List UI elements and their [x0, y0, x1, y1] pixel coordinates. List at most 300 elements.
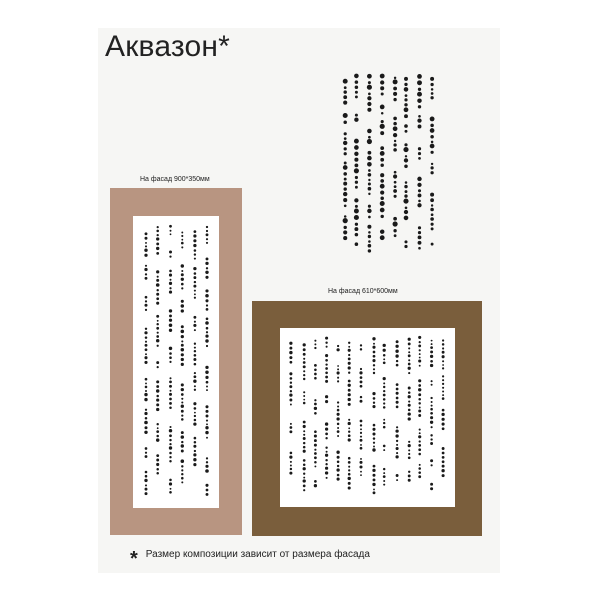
pattern-dot — [417, 92, 422, 97]
pattern-dot — [417, 80, 422, 85]
pattern-dot — [368, 235, 371, 238]
pattern-dot — [360, 380, 363, 383]
pattern-dot — [206, 386, 208, 388]
pattern-dot — [373, 368, 375, 370]
pattern-dot — [430, 83, 433, 86]
pattern-dot — [405, 181, 408, 184]
pattern-dot — [336, 348, 339, 351]
pattern-dot — [205, 339, 208, 342]
pattern-dot — [355, 80, 359, 84]
pattern-dot — [343, 192, 347, 196]
pattern-dot — [181, 441, 183, 443]
pattern-dot — [419, 432, 421, 434]
pattern-dot — [430, 487, 433, 490]
pattern-dot — [360, 385, 363, 388]
pattern-dot — [408, 441, 410, 443]
pattern-dot — [396, 383, 399, 386]
pattern-dot — [337, 377, 339, 379]
pattern-dot — [206, 457, 208, 459]
pattern-dot — [337, 345, 339, 347]
pattern-dot — [418, 453, 421, 456]
pattern-dot — [418, 125, 422, 129]
pattern-dot — [383, 402, 385, 404]
pattern-dot — [145, 232, 148, 235]
pattern-dot — [442, 452, 445, 455]
pattern-dot — [169, 356, 172, 359]
pattern-dot — [290, 404, 292, 406]
pattern-dot — [193, 239, 196, 242]
pattern-dot — [314, 373, 317, 376]
pattern-dot — [355, 85, 359, 89]
pattern-dot — [157, 234, 159, 236]
pattern-dot — [157, 332, 159, 334]
pattern-dot — [344, 178, 347, 181]
pattern-dot — [360, 439, 363, 442]
pattern-dot — [418, 379, 421, 382]
pattern-dot — [383, 426, 386, 429]
pattern-dot — [314, 461, 317, 464]
pattern-dot — [205, 371, 208, 374]
pattern-dot — [418, 467, 421, 470]
pattern-dot — [393, 148, 397, 152]
pattern-dot — [373, 478, 376, 481]
pattern-dot — [206, 461, 208, 463]
pattern-dot — [430, 124, 434, 128]
pattern-dot — [354, 163, 358, 167]
pattern-dot — [348, 461, 351, 464]
pattern-dot — [205, 276, 208, 279]
pattern-dot — [145, 309, 147, 311]
pattern-dot — [430, 135, 434, 139]
pattern-dot — [156, 435, 159, 438]
pattern-dot — [396, 360, 398, 362]
pattern-dot — [343, 172, 347, 176]
pattern-dot — [348, 434, 351, 437]
pattern-dot — [418, 410, 421, 413]
pattern-dot — [380, 229, 384, 233]
pattern-dot — [156, 438, 159, 441]
pattern-dot — [360, 458, 362, 460]
pattern-dot — [193, 458, 196, 461]
pattern-dot — [408, 351, 410, 353]
pattern-dot — [442, 379, 444, 381]
pattern-dot — [348, 389, 351, 392]
pattern-dot — [205, 484, 208, 487]
pattern-dot — [418, 241, 422, 245]
pattern-dot — [418, 226, 421, 229]
pattern-dot — [303, 437, 306, 440]
pattern-dot — [360, 376, 363, 379]
pattern-dot — [181, 353, 184, 356]
pattern-dot — [194, 272, 197, 275]
pattern-dot — [372, 337, 375, 340]
pattern-dot — [181, 398, 183, 400]
pattern-dot — [194, 281, 196, 283]
pattern-dot — [431, 380, 433, 382]
pattern-dot — [360, 444, 362, 446]
pattern-dot — [417, 118, 421, 122]
pattern-dot — [348, 354, 350, 356]
pattern-dot — [418, 384, 421, 387]
pattern-dot — [348, 358, 351, 361]
pattern-dot — [181, 239, 183, 241]
pattern-dot — [354, 209, 359, 214]
pattern-dot — [303, 485, 306, 488]
pattern-dot — [337, 423, 340, 426]
pattern-dot — [343, 141, 347, 145]
pattern-dot — [367, 209, 371, 213]
pattern-dot — [372, 474, 375, 477]
pattern-dot — [314, 399, 316, 401]
pattern-dot — [194, 253, 196, 255]
pattern-dot — [393, 143, 396, 146]
pattern-dot — [348, 486, 351, 489]
pattern-dot — [383, 422, 385, 424]
pattern-dot — [194, 290, 196, 292]
pattern-dot — [348, 372, 350, 374]
pattern-dot — [156, 339, 159, 342]
pattern-dot — [156, 327, 159, 330]
pattern-dot — [394, 77, 396, 79]
pattern-dot — [404, 77, 408, 81]
footnote-text: Размер композиции зависит от размера фасада — [145, 549, 370, 560]
pattern-dot — [404, 107, 409, 112]
pattern-dot — [181, 401, 183, 403]
pattern-dot — [430, 364, 433, 367]
pattern-dot — [156, 430, 159, 433]
pattern-dot — [393, 229, 396, 232]
pattern-dot — [368, 231, 371, 234]
pattern-dot — [381, 120, 384, 123]
pattern-dot — [156, 463, 159, 466]
pattern-dot — [145, 296, 148, 299]
pattern-dot — [314, 434, 317, 437]
pattern-dot — [194, 329, 196, 331]
pattern-dot — [206, 308, 209, 311]
pattern-dot — [359, 461, 362, 464]
pattern-dot — [442, 339, 444, 341]
pattern-dot — [418, 402, 420, 404]
pattern-dot — [169, 446, 172, 449]
pattern-dot — [156, 335, 159, 338]
pattern-dot — [343, 90, 346, 93]
pattern-dot — [405, 206, 408, 209]
pattern-dot — [170, 390, 172, 392]
pattern-dot — [419, 440, 421, 442]
pattern-dot — [145, 378, 148, 381]
pattern-dot — [194, 385, 196, 387]
pattern-dot — [181, 418, 184, 421]
pattern-dot — [194, 230, 197, 233]
pattern-dot — [360, 428, 362, 430]
pattern-dot — [145, 348, 148, 351]
pattern-dot — [404, 158, 408, 162]
pattern-dot — [169, 270, 172, 273]
pattern-dot — [325, 459, 327, 461]
pattern-dot — [303, 343, 306, 346]
pattern-dot — [360, 344, 362, 346]
pattern-dot — [408, 363, 411, 366]
pattern-dot — [354, 145, 359, 150]
pattern-dot — [181, 410, 184, 413]
pattern-dot — [343, 230, 347, 234]
pattern-dot — [194, 343, 196, 345]
pattern-dot — [368, 187, 372, 191]
pattern-dot — [169, 274, 172, 277]
pattern-dot — [404, 98, 407, 101]
pattern-dot — [325, 337, 328, 340]
pattern-dot — [303, 353, 306, 356]
pattern-dot — [396, 364, 399, 367]
pattern-dot — [442, 351, 445, 354]
pattern-dot — [325, 342, 327, 344]
pattern-dot — [156, 385, 159, 388]
pattern-dot — [337, 456, 340, 459]
pattern-dot — [181, 405, 184, 408]
pattern-dot — [169, 385, 172, 388]
pattern-dot — [418, 388, 421, 391]
pattern-dot — [144, 248, 147, 251]
pattern-dot — [430, 116, 435, 121]
pattern-dot — [193, 324, 196, 327]
pattern-dot — [418, 115, 421, 118]
pattern-dot — [404, 87, 409, 92]
pattern-dot — [325, 395, 328, 398]
pattern-dot — [344, 86, 347, 89]
pattern-dot — [405, 130, 408, 133]
pattern-dot — [194, 437, 197, 440]
pattern-dot — [206, 257, 209, 260]
pattern-dot — [144, 393, 147, 396]
pattern-dot — [145, 344, 148, 347]
pattern-dot — [343, 236, 347, 240]
pattern-dot — [431, 343, 433, 345]
pattern-dot — [169, 482, 172, 485]
pattern-dot — [169, 381, 172, 384]
pattern-dot — [290, 361, 293, 364]
pattern-dot — [393, 92, 397, 96]
pattern-dot — [337, 465, 339, 467]
pattern-dot — [325, 471, 328, 474]
pattern-dot — [314, 407, 317, 410]
pattern-dot — [193, 422, 196, 425]
pattern-dot — [194, 363, 197, 366]
pattern-dot — [418, 147, 421, 150]
pattern-dot — [181, 335, 184, 338]
pattern-dot — [194, 412, 196, 414]
pattern-dot — [348, 419, 350, 421]
pattern-dot — [430, 144, 435, 149]
pattern-dot — [290, 452, 293, 455]
pattern-dot — [441, 413, 444, 416]
pattern-dot — [380, 158, 384, 162]
pattern-dot — [380, 146, 384, 150]
pattern-dot — [383, 390, 385, 392]
pattern-dot — [194, 415, 196, 417]
pattern-dot — [181, 232, 183, 234]
pattern-dot — [408, 395, 411, 398]
pattern-dot — [396, 447, 399, 450]
pattern-dot — [181, 393, 184, 396]
pattern-dot — [373, 372, 375, 374]
pattern-dot — [430, 193, 434, 197]
pattern-dot — [373, 343, 375, 345]
pattern-dot — [169, 434, 172, 437]
pattern-dot — [336, 451, 339, 454]
pattern-dot — [303, 479, 306, 482]
pattern-dot — [383, 449, 385, 451]
pattern-dot — [408, 342, 411, 345]
pattern-dot — [348, 362, 351, 365]
pattern-dot — [206, 331, 208, 333]
pattern-dot — [170, 488, 172, 490]
pattern-dot — [205, 431, 208, 434]
pattern-dot — [394, 140, 396, 142]
pattern-dot — [359, 371, 362, 374]
pattern-dot — [418, 231, 421, 234]
pattern-dot — [395, 429, 398, 432]
pattern-dot — [145, 328, 147, 330]
pattern-dot — [380, 179, 384, 183]
pattern-dot — [408, 354, 411, 357]
pattern-dot — [396, 474, 399, 477]
pattern-dot — [169, 251, 172, 254]
pattern-dot — [408, 387, 411, 390]
pattern-dot — [360, 432, 362, 434]
pattern-dot — [303, 463, 306, 466]
pattern-dot — [194, 350, 196, 352]
pattern-dot — [289, 385, 292, 388]
pattern-dot — [395, 354, 398, 357]
pattern-dot — [289, 430, 292, 433]
pattern-dot — [156, 297, 159, 300]
pattern-dot — [303, 370, 305, 372]
pattern-dot — [314, 364, 317, 367]
pattern-dot — [430, 350, 433, 353]
pattern-dot — [145, 265, 147, 267]
pattern-dot — [169, 314, 172, 317]
pattern-dot — [181, 283, 184, 286]
pattern-dot — [206, 242, 208, 244]
pattern-dot — [430, 217, 434, 221]
pattern-dot — [290, 461, 292, 463]
pattern-dot — [408, 359, 410, 361]
pattern-dot — [337, 413, 340, 416]
pattern-dot — [430, 412, 433, 415]
pattern-dot — [344, 137, 347, 140]
pattern-dot — [169, 491, 172, 494]
pattern-dot — [360, 400, 363, 403]
pattern-dot — [193, 358, 196, 361]
pattern-dot — [156, 403, 159, 406]
pattern-dot — [157, 226, 159, 228]
pattern-dot — [368, 193, 370, 195]
pattern-dot — [157, 276, 159, 278]
pattern-dot — [408, 338, 411, 341]
pattern-dot — [314, 456, 317, 459]
pattern-dot — [368, 93, 371, 96]
pattern-dot — [156, 423, 158, 425]
pattern-dot — [354, 198, 358, 202]
pattern-dot — [156, 279, 159, 282]
pattern-dot — [360, 424, 362, 426]
pattern-dot — [303, 473, 305, 475]
pattern-dot — [418, 435, 421, 438]
pattern-dot — [181, 444, 184, 447]
pattern-dot — [205, 294, 209, 298]
pattern-dot — [325, 363, 327, 365]
pattern-dot — [344, 132, 347, 135]
pattern-dot — [325, 428, 328, 431]
pattern-dot — [404, 143, 407, 146]
pattern-dot — [169, 429, 172, 432]
pattern-dot — [355, 176, 358, 179]
pattern-dot — [408, 444, 411, 447]
facade-610-label: На фасад 610*600мм — [328, 288, 398, 295]
pattern-dot — [314, 444, 317, 447]
pattern-dot — [303, 395, 305, 397]
pattern-dot — [404, 245, 407, 248]
pattern-dot — [343, 218, 348, 223]
pattern-dot — [290, 465, 292, 467]
pattern-dot — [408, 401, 410, 403]
pattern-dot — [348, 482, 351, 485]
pattern-dot — [156, 361, 159, 364]
pattern-dot — [355, 181, 358, 184]
pattern-dot — [418, 393, 421, 396]
pattern-dot — [325, 467, 328, 470]
pattern-dot — [380, 151, 385, 156]
pattern-dot — [396, 479, 398, 481]
pattern-dot — [156, 315, 159, 318]
pattern-dot — [314, 377, 317, 380]
pattern-dot — [442, 387, 444, 389]
pattern-dot — [430, 208, 434, 212]
pattern-dot — [430, 434, 432, 436]
pattern-dot — [417, 183, 421, 187]
pattern-dot — [442, 343, 445, 346]
pattern-dot — [326, 477, 328, 479]
pattern-dot — [373, 446, 375, 448]
pattern-dot — [337, 478, 340, 481]
pattern-dot — [194, 372, 196, 374]
pattern-dot — [418, 398, 421, 401]
pattern-dot — [206, 238, 208, 240]
pattern-dot — [408, 372, 410, 374]
pattern-dot — [156, 293, 159, 296]
pattern-dot — [368, 179, 370, 181]
pattern-dot — [418, 157, 421, 160]
pattern-dot — [372, 405, 375, 408]
pattern-dot — [383, 468, 385, 470]
pattern-dot — [408, 456, 411, 459]
pattern-dot — [348, 431, 350, 433]
pattern-dot — [169, 319, 172, 322]
pattern-dot — [404, 83, 407, 86]
pattern-dot — [393, 133, 397, 137]
pattern-dot — [417, 74, 422, 79]
pattern-dot — [303, 421, 306, 424]
pattern-dot — [419, 357, 421, 359]
pattern-dot — [303, 348, 306, 351]
pattern-dot — [337, 365, 339, 367]
pattern-dot — [367, 129, 372, 134]
pattern-dot — [419, 407, 421, 409]
pattern-dot — [156, 237, 159, 240]
pattern-dot — [368, 136, 371, 139]
pattern-dot — [393, 217, 397, 221]
footnote — [130, 547, 370, 570]
